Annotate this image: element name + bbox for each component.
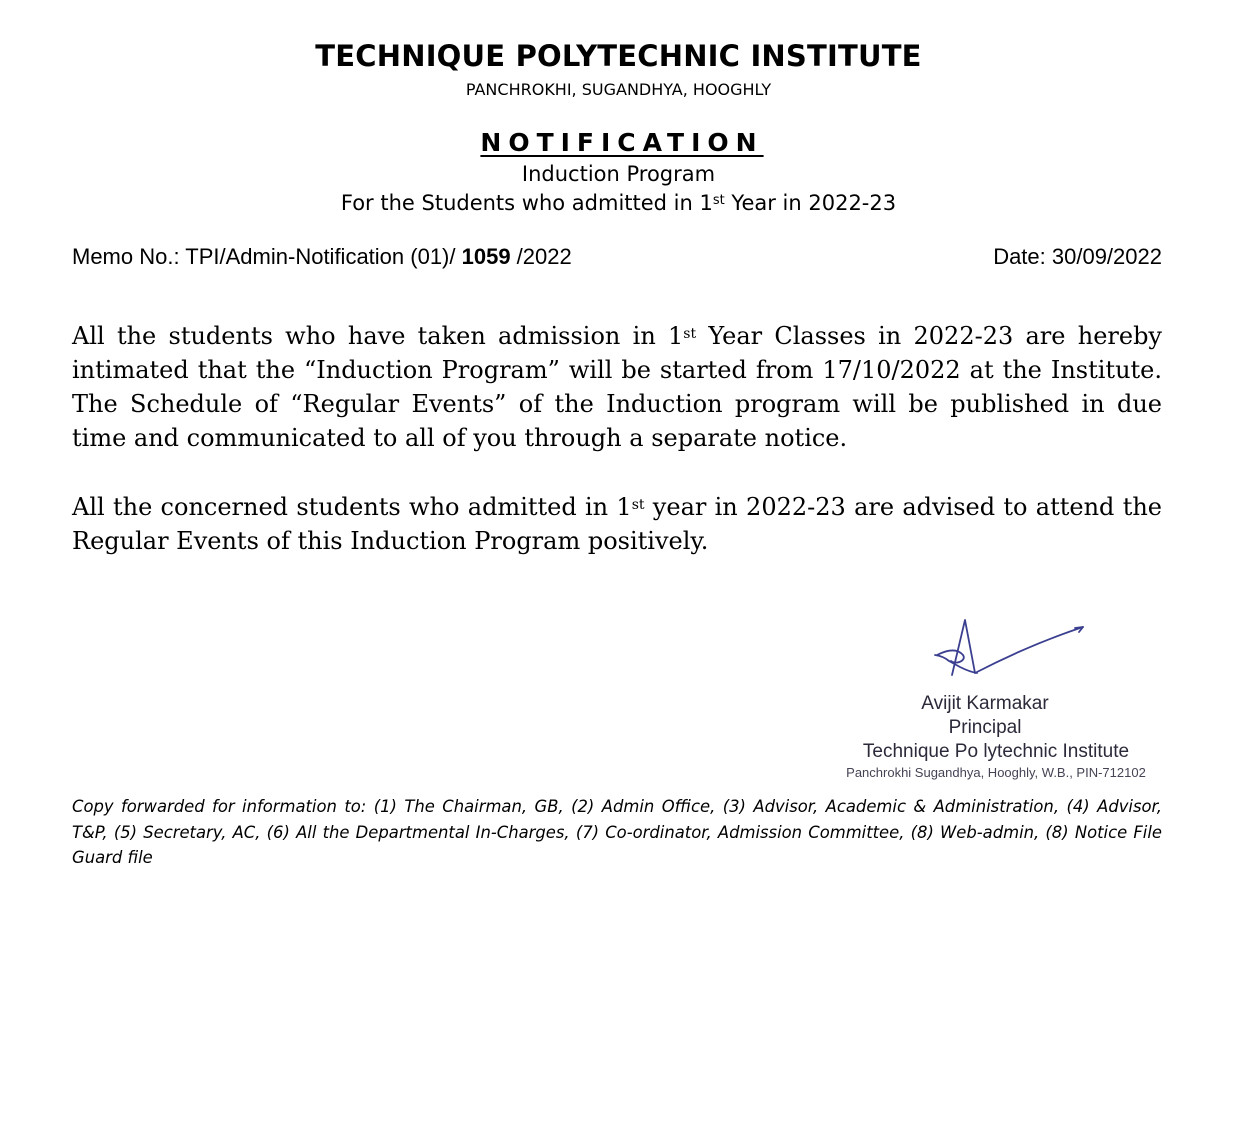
notification-audience [0,189,1237,218]
notification-heading [0,126,1237,218]
notification-subtitle: Induction Program [521,162,716,186]
signatory-name: Avijit Karmakar [921,693,1049,714]
body-paragraph-2 [72,490,1162,558]
signatory-designation: Principal [948,717,1022,738]
para1-text-b: Year Classes in 2022-23 are hereby intimated that the “Induction Program” will be started from 17/10/2022 at the Institute. The Schedule of “Regular Events” of the Induction program will be published in due time and communicated to all of you through a separate notice. [72,322,1162,452]
memo-serial: 1059 [461,244,511,269]
memo-number [72,242,572,272]
memo-suffix: /2022 [510,244,572,269]
letterhead [0,36,1237,102]
memo-date: Date: 30/09/2022 [993,244,1162,269]
body-paragraph-1 [72,319,1162,455]
para1-text-a: All the students who have taken admission in 1 [72,322,684,350]
audience-text-after: Year in 2022-23 [724,191,897,215]
memo-prefix: Memo No.: TPI/Admin-Notification (01)/ [72,244,462,269]
signatory-stamp [760,692,1210,782]
memo-row [72,242,1162,272]
signatory-address: Panchrokhi Sugandhya, Hooghly, W.B., PIN-712102 [846,765,1146,780]
copy-forwarded-list: Copy forwarded for information to: (1) The Chairman, GB, (2) Admin Office, (3) Advisor, Academic & Administration, (4) Advisor, T&P, (5) Secretary, AC, (6) All the Departmental In-Charges, (7) Co-ordinator, Admission Committee, (8) Web-admin, (8) Notice File Guard file [72,797,1162,867]
notification-title: NOTIFICATION [480,128,764,157]
institute-address: PANCHROKHI, SUGANDHYA, HOOGHLY [465,80,772,99]
audience-ordinal: st [712,193,725,208]
audience-text-before: For the Students who admitted in 1 [340,191,713,215]
signatory-institute: Technique Po lytechnic Institute [862,741,1130,762]
para2-text-b: year in 2022-23 are advised to attend the Regular Events of this Induction Program positively. [72,493,1163,555]
para1-ordinal: st [683,326,697,342]
para2-ordinal: st [631,497,645,513]
para2-text-a: All the concerned students who admitted in 1 [72,493,632,521]
institute-name: TECHNIQUE POLYTECHNIC INSTITUTE [315,39,922,73]
handwritten-signature [925,615,1090,695]
